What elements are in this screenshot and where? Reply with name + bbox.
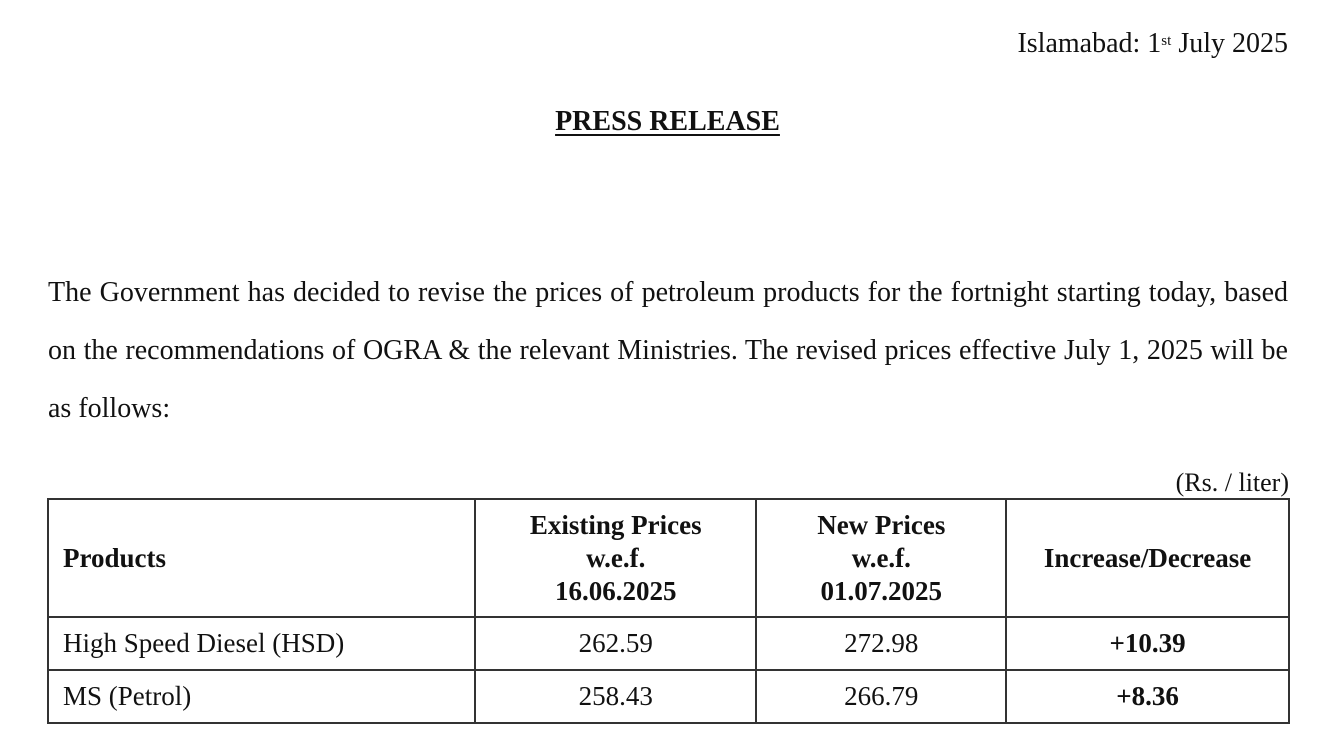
press-release-title: PRESS RELEASE	[555, 106, 780, 137]
dateline	[1017, 24, 1288, 64]
header-existing-line: 16.06.2025	[554, 575, 677, 606]
header-new-line: w.e.f.	[851, 542, 911, 573]
dateline-prefix: Islamabad: 1	[1017, 28, 1162, 59]
header-new-line: New Prices	[817, 509, 946, 540]
product-name-cell: MS (Petrol)	[48, 670, 475, 723]
price-table	[47, 498, 1290, 724]
price-change-cell: +10.39	[1006, 617, 1289, 670]
header-products: Products	[48, 499, 475, 617]
table-row	[48, 670, 1289, 723]
header-new-prices	[756, 499, 1006, 617]
price-unit-label: (Rs. / liter)	[1175, 468, 1289, 497]
existing-price-cell: 258.43	[475, 670, 757, 723]
header-existing-line: Existing Prices	[529, 509, 702, 540]
header-increase-decrease: Increase/Decrease	[1006, 499, 1289, 617]
header-new-line: 01.07.2025	[820, 575, 943, 606]
body-paragraph: The Government has decided to revise the prices of petroleum products for the fortnight starting today, based on the recommendations of OGRA & the relevant Ministries. The revised prices effective July 1, 2025 will be as follows:	[48, 277, 1288, 424]
table-header-row	[48, 499, 1289, 617]
table-row	[48, 617, 1289, 670]
existing-price-cell: 262.59	[475, 617, 757, 670]
new-price-cell: 272.98	[756, 617, 1006, 670]
dateline-suffix: July 2025	[1171, 28, 1288, 59]
header-existing-prices	[475, 499, 757, 617]
price-change-cell: +8.36	[1006, 670, 1289, 723]
header-existing-line: w.e.f.	[586, 542, 646, 573]
dateline-ordinal: st	[1161, 33, 1172, 49]
product-name-cell: High Speed Diesel (HSD)	[48, 617, 475, 670]
new-price-cell: 266.79	[756, 670, 1006, 723]
press-release-title-wrapper	[0, 102, 1335, 142]
